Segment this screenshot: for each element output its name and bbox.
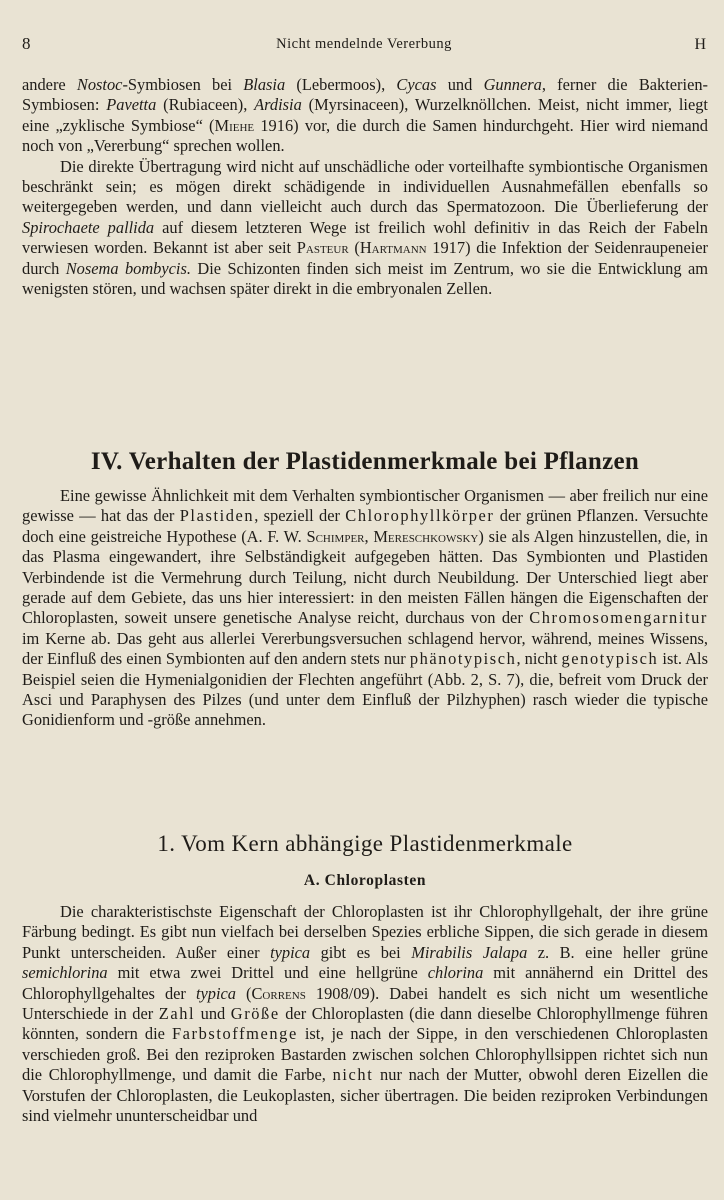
author-name: Miehe <box>214 115 255 135</box>
text-block-bottom <box>22 902 708 1126</box>
text-run: (Rubiaceen), <box>156 95 255 115</box>
text-run: , speziell der <box>254 506 346 526</box>
running-header <box>22 34 706 56</box>
text-run: (Myrsinaceen), Wurzelknöllchen. Meist, nicht immer, liegt eine „zyklische Symbiose“ ( <box>22 95 708 135</box>
text-run: auf diesem letzteren Wege ist freilich wohl definitiv in das Reich der Fabeln verwiesen worden. Bekannt ist aber seit <box>22 217 708 258</box>
text-run: mit etwa zwei Drittel und eine hellgrüne <box>107 963 428 983</box>
italic-term: Blasia <box>243 75 286 94</box>
text-run: und <box>436 75 484 94</box>
paragraph-direct-transfer <box>22 157 708 300</box>
text-run: z. B. eine heller grüne <box>527 942 708 962</box>
running-title: Nicht mendelnde Vererbung <box>276 36 452 52</box>
emphasis-spaced: Chlorophyllkörper <box>345 506 495 526</box>
author-name: Hartmann <box>359 238 427 258</box>
text-run: ist. Als Beispiel seien die Hymenialgonidien der Flechten angeführt (Abb. 2, S. 7), die, befreit vom Druck der Asci und Paraphysen des Pilzes (und unter dem Einfluß der Pilzhyphen) rasch wieder die typische Gonidienform und -größe annehmen. <box>22 649 708 730</box>
italic-term: Gunnera <box>483 75 542 94</box>
author-name: Mereschkowsky <box>373 526 479 546</box>
paragraph-chloroplasts <box>22 902 708 1126</box>
paragraph-plastids <box>22 486 708 731</box>
italic-term: semichlorina <box>22 963 108 983</box>
italic-term: Ardisia <box>254 95 302 115</box>
emphasis-spaced: Plastiden <box>179 506 255 526</box>
emphasis-spaced: genotypisch <box>561 649 659 669</box>
text-block-top <box>22 75 708 299</box>
emphasis-spaced: Farbstoffmenge <box>171 1024 298 1044</box>
emphasis-spaced: nicht <box>332 1065 374 1085</box>
text-run: Eine gewisse Ähnlichkeit mit dem Verhalten symbiontischer Organismen — aber freilich nur eine gewisse — hat das der <box>22 486 708 526</box>
italic-term: Nostoc <box>76 75 123 94</box>
italic-term: Spirochaete pallida <box>22 217 155 237</box>
italic-term: typica <box>270 942 311 962</box>
text-run: der Chloroplasten (die dann dieselbe Chlorophyllmenge führen könnten, sondern die <box>22 1004 708 1044</box>
text-run: ) sie als Algen hinzustellen, die, in das Plasma eingewandert, ihre Selbständigkeit aufgegeben hätten. Das Symbionten und Plastiden Verbindende ist die Vermehrung durch Teilung, nicht durch Neubildung. Der Unterschied liegt aber gerade auf dem Gebiete, das uns hier interessiert: in den meisten Fällen hängen die Eigenschaften der Chloroplasten, soweit unsere genetische Analyse reicht, durchaus von der <box>22 526 708 628</box>
text-run: , <box>364 526 374 546</box>
author-name: Schimper <box>306 526 365 546</box>
text-run: 1916) vor, die durch die Samen hindurchgeht. Hier wird niemand noch von „Vererbung“ sprechen wollen. <box>22 115 709 156</box>
text-block-middle <box>22 486 708 731</box>
subsection-title: A. Chloroplasten <box>303 872 427 889</box>
text-run: , nicht <box>516 649 562 669</box>
text-run: ( <box>236 983 252 1003</box>
section-title: 1. Vom Kern abhängige Plastidenmerkmale <box>157 831 573 856</box>
text-run: 1908/09). Dabei handelt es sich nicht um wesentliche Unterschiede in der <box>22 983 708 1024</box>
author-name: Correns <box>251 983 306 1003</box>
text-run: 1917) die Infektion der Seidenraupeneier durch <box>22 238 709 278</box>
text-run: nur nach der Mutter, obwohl deren Eizellen die Vorstufen der Chloroplasten, die Leukoplasten, sicher übertragen. Die beiden reziproken Verbindungen sind vielmehr ununterscheidbar und <box>22 1065 708 1126</box>
text-run: (Lebermoos), <box>285 75 397 94</box>
text-run: -Symbiosen bei <box>122 75 244 94</box>
italic-term: Mirabilis Jalapa <box>411 942 528 962</box>
text-run: mit annähernd ein Drittel des Chlorophyllgehaltes der <box>22 963 708 1003</box>
emphasis-spaced: Zahl <box>158 1004 196 1024</box>
text-run: ( <box>348 238 360 258</box>
text-run: im Kerne ab. Das geht aus allerlei Vererbungsversuchen schlagend hervor, während, meines Wissens, der Einfluß des einen Symbionten auf den andern stets nur <box>22 628 708 669</box>
text-run: gibt es bei <box>310 942 412 962</box>
text-run: andere <box>22 75 77 94</box>
author-name: Pasteur <box>296 238 349 258</box>
chapter-title: IV. Verhalten der Plastidenmerkmale bei Pflanzen <box>90 448 640 475</box>
emphasis-spaced: Größe <box>230 1004 280 1024</box>
text-run: , ferner die Bakterien-Symbiosen: <box>22 75 708 115</box>
text-run: der grünen Pflanzen. Versuchte doch eine geistreiche Hypothese (A. F. W. <box>22 506 708 546</box>
signature-mark: H <box>694 36 706 53</box>
text-run: Die charakteristischste Eigenschaft der Chloroplasten ist ihr Chlorophyllgehalt, der ihre grüne Färbung bedingt. Es gibt nun vielfach bei derselben Spezies erbliche Sippen, die sich gerade in diesem Punkt unterscheiden. Außer einer <box>22 902 708 962</box>
italic-term: chlorina <box>427 963 484 983</box>
emphasis-spaced: phänotypisch <box>409 649 517 669</box>
italic-term: Pavetta <box>106 95 157 115</box>
text-run: Die Schizonten finden sich meist im Zentrum, wo sie die Entwicklung am wenigsten stören, und wachsen später direkt in die embryonalen Zellen. <box>22 258 709 299</box>
italic-term: Nosema bombycis. <box>65 258 191 278</box>
text-run: und <box>195 1004 231 1024</box>
page-number: 8 <box>22 34 31 53</box>
italic-term: Cycas <box>396 75 437 94</box>
paragraph-symbioses <box>22 75 708 157</box>
italic-term: typica <box>195 983 236 1003</box>
text-run: ist, je nach der Sippe, in den verschiedenen Chloroplasten verschieden groß. Bei den reziproken Bastarden zwischen solchen Chlorophyllsippen richtet sich nun die Chlorophyllmenge, und damit die Farbe, <box>22 1024 708 1085</box>
emphasis-spaced: Chromosomengarnitur <box>529 608 708 628</box>
text-run: Die direkte Übertragung wird nicht auf unschädliche oder vorteilhafte symbiontische Organismen beschränkt sein; es mögen direkt schädigende in individuellen Ausnahmefällen ebenfalls so weitergegeben werden, und dann vielleicht auch durch das Spermatozoon. Die Überlieferung der <box>22 156 708 217</box>
